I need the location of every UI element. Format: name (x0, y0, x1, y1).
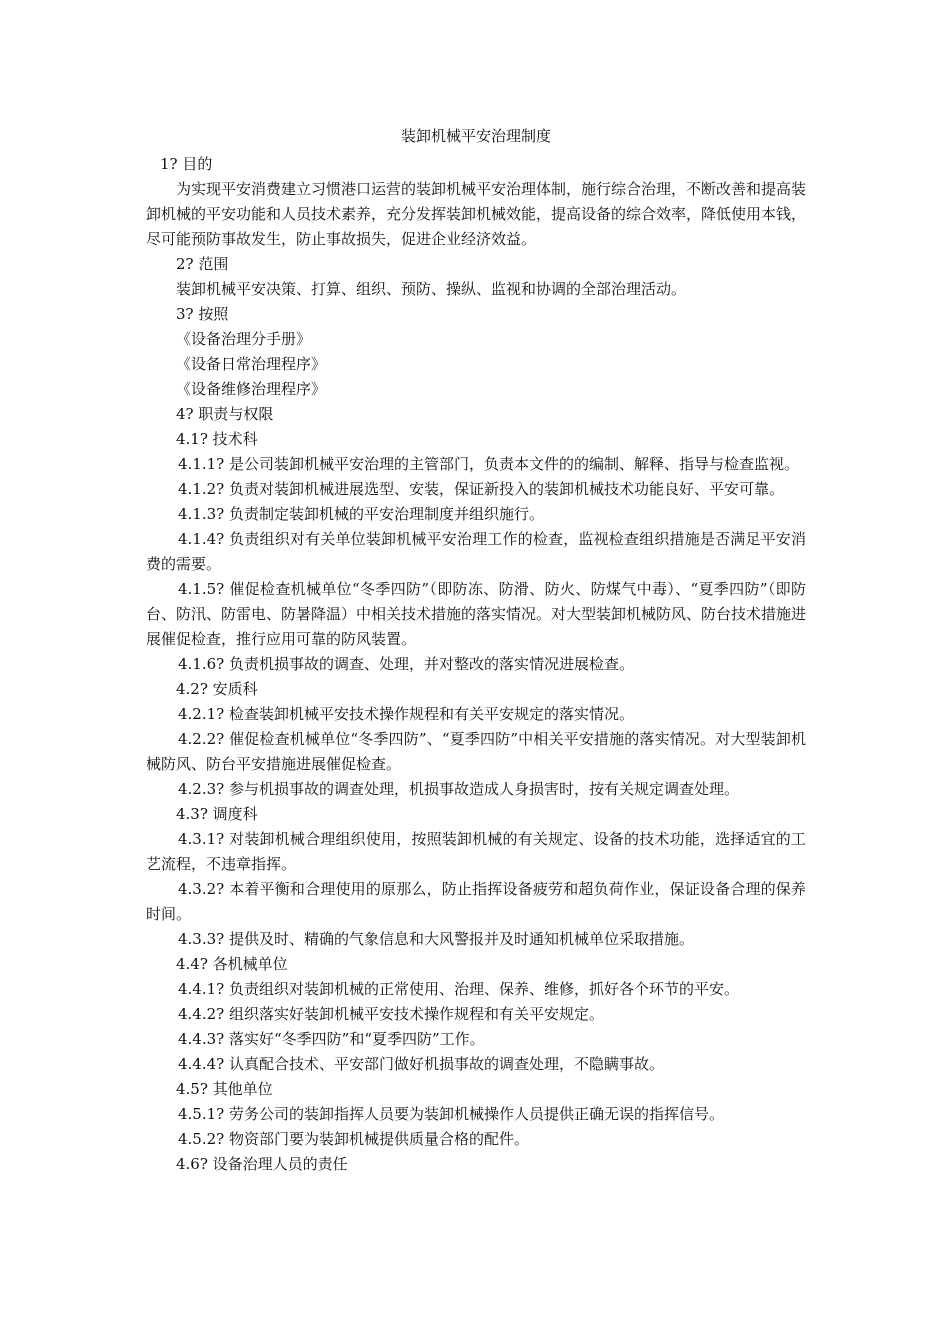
clause-4-1-1: 4.1.1? 是公司装卸机械平安治理的主管部门，负责本文件的的编制、解释、指导与检查监视。 (178, 455, 799, 473)
clause-4-2-2: 4.2.2? 催促检查机械单位“冬季四防”、“夏季四防”中相关平安措施的落实情况。对大型装卸机械防风、防台平安措施进展催促检查。 (146, 730, 806, 773)
clause-4-5-1: 4.5.1? 劳务公司的装卸指挥人员要为装卸机械操作人员提供正确无误的指挥信号。 (178, 1105, 724, 1123)
document-title: 装卸机械平安治理制度 (400, 127, 551, 145)
clause-4-1-6: 4.1.6? 负责机损事故的调查、处理，并对整改的落实情况进展检查。 (178, 655, 634, 673)
clause-4-4-4: 4.4.4? 认真配合技术、平安部门做好机损事故的调查处理，不隐瞒事故。 (178, 1055, 664, 1073)
basis-item: 《设备治理分手册》 (176, 330, 312, 348)
heading-other-units: 4.5? 其他单位 (176, 1080, 273, 1098)
heading-basis: 3? 按照 (176, 305, 229, 323)
clause-4-4-1: 4.4.1? 负责组织对装卸机械的正常使用、治理、保养、维修，抓好各个环节的平安。 (178, 980, 739, 998)
clause-4-2-3: 4.2.3? 参与机损事故的调查处理，机损事故造成人身损害时，按有关规定调查处理。 (178, 780, 739, 798)
heading-safety-dept: 4.2? 安质科 (176, 680, 258, 698)
clause-4-1-4: 4.1.4? 负责组织对有关单位装卸机械平安治理工作的检查，监视检查组织措施是否满足平安消费的需要。 (146, 530, 806, 573)
clause-4-3-3: 4.3.3? 提供及时、精确的气象信息和大风警报并及时通知机械单位采取措施。 (178, 930, 694, 948)
heading-purpose: 1? 目的 (160, 155, 213, 173)
clause-4-4-3: 4.4.3? 落实好“冬季四防”和“夏季四防”工作。 (178, 1030, 485, 1048)
clause-4-2-1: 4.2.1? 检查装卸机械平安技术操作规程和有关平安规定的落实情况。 (178, 705, 634, 723)
clause-4-1-2: 4.1.2? 负责对装卸机械进展选型、安装，保证新投入的装卸机械技术功能良好、平安可靠。 (178, 480, 784, 498)
document-body (146, 124, 806, 1177)
basis-item: 《设备维修治理程序》 (176, 380, 327, 398)
basis-item: 《设备日常治理程序》 (176, 355, 327, 373)
clause-4-3-2: 4.3.2? 本着平衡和合理使用的原那么，防止指挥设备疲劳和超负荷作业，保证设备合理的保养时间。 (146, 880, 806, 923)
clause-4-4-2: 4.4.2? 组织落实好装卸机械平安技术操作规程和有关平安规定。 (178, 1005, 604, 1023)
heading-equipment-staff: 4.6? 设备治理人员的责任 (176, 1155, 348, 1173)
heading-dispatch-dept: 4.3? 调度科 (176, 805, 258, 823)
clause-4-1-5: 4.1.5? 催促检查机械单位“冬季四防”（即防冻、防滑、防火、防煤气中毒）、“夏季四防”（即防台、防汛、防雷电、防暑降温）中相关技术措施的落实情况。对大型装卸机械防风、防台技术措施进展催促检查，推行应用可靠的防风装置。 (146, 580, 807, 648)
paragraph-purpose: 为实现平安消费建立习惯港口运营的装卸机械平安治理体制，施行综合治理，不断改善和提高装卸机械的平安功能和人员技术素养，充分发挥装卸机械效能，提高设备的综合效率，降低使用本钱，尽可能预防事故发生，防止事故损失，促进企业经济效益。 (146, 180, 807, 248)
heading-duties: 4? 职责与权限 (176, 405, 274, 423)
clause-4-5-2: 4.5.2? 物资部门要为装卸机械提供质量合格的配件。 (178, 1130, 529, 1148)
clause-4-1-3: 4.1.3? 负责制定装卸机械的平安治理制度并组织施行。 (178, 505, 544, 523)
heading-machine-units: 4.4? 各机械单位 (176, 955, 288, 973)
paragraph-scope: 装卸机械平安决策、打算、组织、预防、操纵、监视和协调的全部治理活动。 (176, 280, 687, 298)
heading-scope: 2? 范围 (176, 255, 229, 273)
heading-tech-dept: 4.1? 技术科 (176, 430, 258, 448)
clause-4-3-1: 4.3.1? 对装卸机械合理组织使用，按照装卸机械的有关规定、设备的技术功能，选择适宜的工艺流程，不违章指挥。 (146, 830, 806, 873)
